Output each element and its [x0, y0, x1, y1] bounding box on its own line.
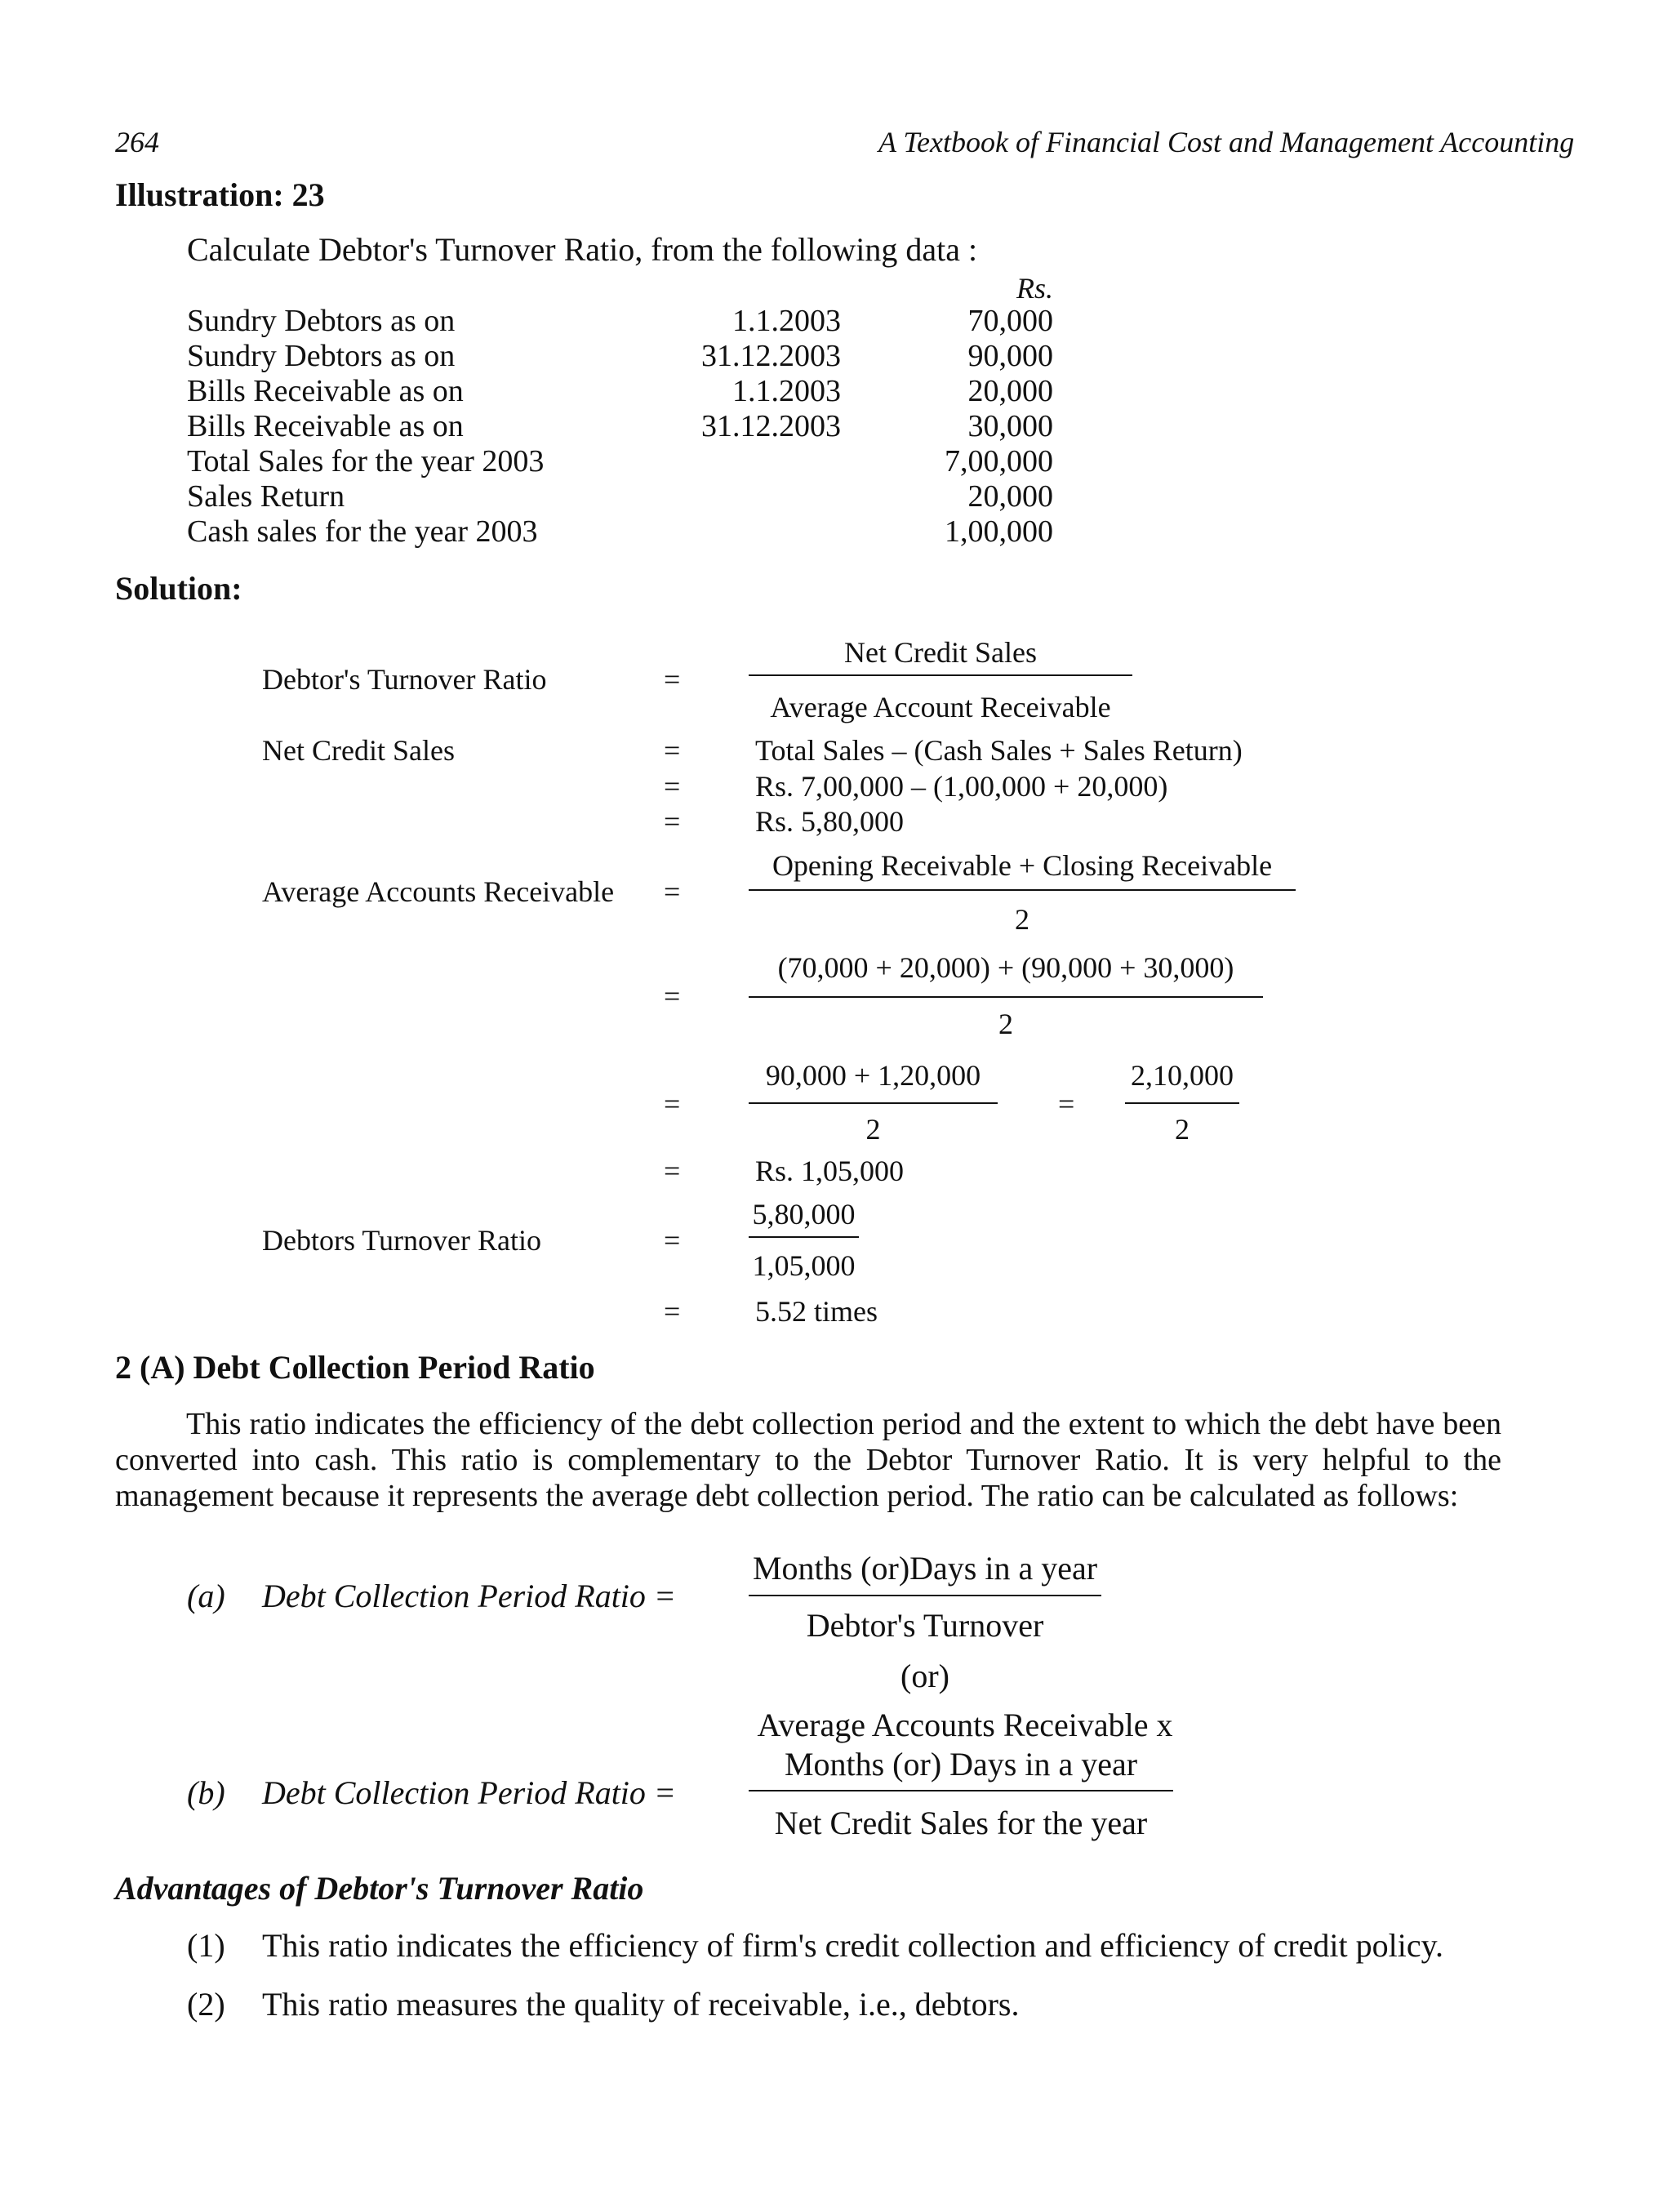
formula-b-numerator-2: Months (or) Days in a year: [784, 1746, 1138, 1783]
formula-b-name: Debt Collection Period Ratio =: [262, 1774, 676, 1811]
aar-denominator-1: 2: [1015, 903, 1029, 936]
illustration-title: Illustration: 23: [115, 176, 325, 213]
row-amount: 30,000: [967, 409, 1053, 443]
ncs-step-2: Rs. 7,00,000 – (1,00,000 + 20,000): [755, 770, 1168, 803]
advantage-number: (2): [187, 1986, 225, 2023]
fraction-bar: [749, 674, 1132, 676]
fraction-bar: [749, 1595, 1101, 1596]
advantage-text: This ratio indicates the efficiency of firm's credit collection and efficiency of credit policy.: [262, 1927, 1444, 1964]
solution-title: Solution:: [115, 570, 242, 607]
row-date: 1.1.2003: [732, 374, 841, 408]
currency-header: Rs.: [1016, 272, 1053, 305]
formula-a-name: Debt Collection Period Ratio =: [262, 1578, 676, 1614]
ncs-step-1: Total Sales – (Cash Sales + Sales Return): [755, 734, 1243, 767]
fraction-bar: [749, 1236, 859, 1238]
formula-b-label: (b): [187, 1774, 225, 1811]
equals-sign: =: [664, 1155, 681, 1187]
aar-numerator-1: Opening Receivable + Closing Receivable: [772, 849, 1273, 882]
row-amount: 20,000: [967, 479, 1053, 514]
formula-a-numerator: Months (or)Days in a year: [752, 1550, 1098, 1587]
advantages-title: Advantages of Debtor's Turnover Ratio: [115, 1870, 644, 1907]
aar-denominator-2: 2: [998, 1008, 1013, 1040]
row-label: Bills Receivable as on: [187, 374, 464, 408]
row-date: 1.1.2003: [732, 304, 841, 338]
equals-sign: =: [664, 980, 681, 1013]
ncs-label: Net Credit Sales: [262, 734, 455, 767]
dtr2-denominator: 1,05,000: [752, 1249, 856, 1282]
advantage-number: (1): [187, 1927, 225, 1964]
aar-numerator-2: (70,000 + 20,000) + (90,000 + 30,000): [777, 951, 1234, 984]
ncs-step-3: Rs. 5,80,000: [755, 805, 905, 838]
section-paragraph: This ratio indicates the efficiency of the debt collection period and the extent to which the debt have been converted into cash. This ratio is complementary to the Debtor Turnover Ratio. It is very helpful to the management because it represents the average debt collection period. The ratio can be calculated as follows:: [115, 1407, 1501, 1513]
or-text: (or): [900, 1658, 949, 1694]
row-label: Total Sales for the year 2003: [187, 444, 545, 478]
dtr-label: Debtor's Turnover Ratio: [262, 663, 547, 696]
row-label: Sundry Debtors as on: [187, 304, 456, 338]
equals-sign: =: [664, 805, 681, 838]
dtr2-result: 5.52 times: [755, 1295, 878, 1328]
row-label: Sales Return: [187, 479, 345, 514]
formula-b-denominator: Net Credit Sales for the year: [774, 1805, 1148, 1841]
formula-a-label: (a): [187, 1578, 225, 1614]
formula-a-denominator: Debtor's Turnover: [806, 1607, 1044, 1644]
row-amount: 20,000: [967, 374, 1053, 408]
fraction-bar: [749, 1790, 1173, 1791]
row-amount: 1,00,000: [945, 514, 1053, 549]
dtr-denominator: Average Account Receivable: [770, 691, 1111, 723]
equals-sign: =: [664, 663, 681, 696]
fraction-bar: [749, 996, 1263, 998]
dtr2-numerator: 5,80,000: [752, 1198, 856, 1231]
aar-label: Average Accounts Receivable: [262, 875, 615, 908]
equals-sign: =: [1058, 1088, 1075, 1120]
advantage-text: This ratio measures the quality of receivable, i.e., debtors.: [262, 1986, 1020, 2023]
row-date: 31.12.2003: [701, 339, 841, 373]
row-label: Bills Receivable as on: [187, 409, 464, 443]
dtr-numerator: Net Credit Sales: [844, 636, 1037, 669]
equals-sign: =: [664, 734, 681, 767]
aar-numerator-4: 2,10,000: [1131, 1059, 1234, 1092]
aar-denominator-4: 2: [1175, 1113, 1190, 1146]
row-label: Sundry Debtors as on: [187, 339, 456, 373]
aar-result: Rs. 1,05,000: [755, 1155, 905, 1187]
row-amount: 90,000: [967, 339, 1053, 373]
equals-sign: =: [664, 1224, 681, 1257]
row-date: 31.12.2003: [701, 409, 841, 443]
aar-numerator-3: 90,000 + 1,20,000: [765, 1059, 981, 1092]
running-header: A Textbook of Financial Cost and Management Accounting: [878, 126, 1575, 158]
formula-b-numerator-1: Average Accounts Receivable x: [757, 1707, 1173, 1743]
section-title: 2 (A) Debt Collection Period Ratio: [115, 1349, 595, 1386]
illustration-question: Calculate Debtor's Turnover Ratio, from the following data :: [187, 231, 978, 268]
equals-sign: =: [664, 1088, 681, 1120]
aar-denominator-3: 2: [865, 1113, 881, 1146]
fraction-bar: [749, 1102, 998, 1104]
row-label: Cash sales for the year 2003: [187, 514, 538, 549]
row-amount: 7,00,000: [945, 444, 1053, 478]
equals-sign: =: [664, 770, 681, 803]
fraction-bar: [749, 889, 1296, 891]
fraction-bar: [1125, 1102, 1239, 1104]
equals-sign: =: [664, 875, 681, 908]
equals-sign: =: [664, 1295, 681, 1328]
page-number: 264: [115, 126, 159, 158]
dtr2-label: Debtors Turnover Ratio: [262, 1224, 541, 1257]
row-amount: 70,000: [967, 304, 1053, 338]
